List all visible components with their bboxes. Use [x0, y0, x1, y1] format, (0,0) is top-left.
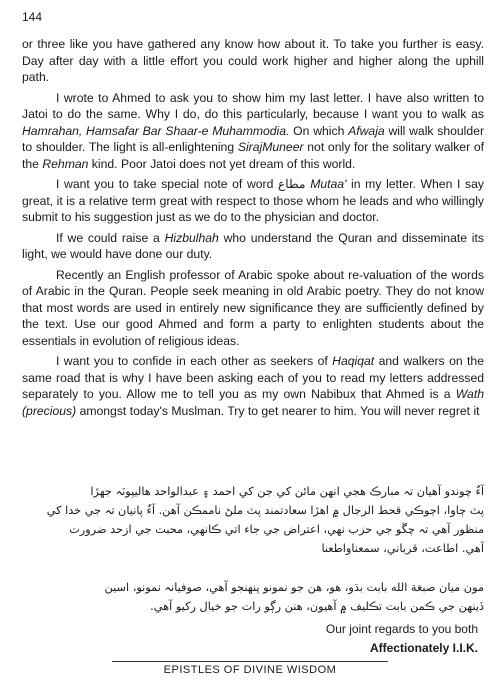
- italic-term: Afwaja: [348, 123, 385, 138]
- paragraph: [22, 230, 484, 263]
- sindhi-line: ڏينهن جي ڪمن بابت تڪليف ۾ آهيون، هنن رڳو رات جو خيال رکيو آهي.: [150, 600, 484, 613]
- sindhi-line: منظور آهي تہ چڱو جي حزب نهي، اعتراض جي جاء اتي ڪانهي، محبت جي ازحد ضرورت: [69, 523, 484, 536]
- paragraph: [22, 36, 484, 86]
- footer-title: EPISTLES OF DIVINE WISDOM: [163, 664, 337, 676]
- footer-rule: [112, 661, 388, 662]
- closing-line: Our joint regards to you both: [325, 622, 478, 636]
- paragraph: [22, 267, 484, 350]
- text-run: who understand the Quran and disseminate its light, we would have done our duty.: [22, 230, 484, 261]
- italic-term: Hamrahan, Hamsafar Bar Shaar-e Muhammodia.: [22, 123, 290, 138]
- text-run: I wrote to Ahmed to ask you to show him my last letter. I have also written to Jatoi to do the same. Why I do, do this particularly, because I want you to walk as: [22, 90, 484, 121]
- italic-term: SirajMuneer: [237, 140, 304, 154]
- sindhi-line: آءٌ چوندو آهيان تہ مبارڪ هجي انهن مائن کي جن کي احمد ۽ عبدالواحد هاليپوٽہ جهڙا: [90, 485, 484, 498]
- paragraph: [22, 176, 484, 226]
- sindhi-passage-2: [22, 578, 484, 616]
- signature: Affectionately I.I.K.: [369, 641, 478, 655]
- italic-term: Mutaa': [310, 177, 347, 191]
- text-run: I want you to take special note of word مطاع: [56, 177, 311, 191]
- text-run: and walkers on the same road that is why I have been asking each of you to read my letters addressed separately to you. Allow me to tell you as my own Nabibux that Ahmed is a: [22, 354, 484, 401]
- text-run: On which: [289, 123, 349, 138]
- italic-term: Hizbulhah: [164, 230, 219, 245]
- text-run: in my letter. When I say great, it is a relative term great with respect to those whom he leads and who willingly submit to his suggestion just as we do to the physician and doctor.: [22, 177, 485, 224]
- text-run: kind. Poor Jatoi does not yet dream of this world.: [88, 156, 356, 171]
- page-number: 144: [22, 10, 43, 24]
- italic-term: Haqiqat: [332, 354, 375, 368]
- text-run: not only for the solitary walker of the: [22, 140, 485, 171]
- text-run: Recently an English professor of Arabic spoke about re-valuation of the words of Arabic in the Quran. People seek meaning in old Arabic poetry. They do not know that most words are used in entirely new significance they are sufficiently defined by the text. Use our good Ahmed and form a party to enlighten students about the essentials in evolution of religious ideas.: [22, 267, 484, 348]
- paragraph: [22, 90, 484, 173]
- sindhi-line: مون ميان صبغة الله بابت بڌو، هو، هن جو نمونو پنهنجو آهي، صوفيانہ نمونو، اسين: [104, 581, 484, 594]
- sindhi-line: آهي. اطاعت، قرباني، سمعناواطعنا: [321, 542, 484, 555]
- text-run: amongst today's Muslman. Try to get nearer to him. You will never regret it: [76, 403, 480, 418]
- text-run: I want you to confide in each other as seekers of: [56, 354, 333, 368]
- text-run: or three like you have gathered any know how about it. To take you further is easy. Day after day with a little effort you could work higher and higher along the uphill path.: [22, 37, 484, 84]
- text-run: If we could raise a: [56, 230, 165, 245]
- sindhi-line: پٽ ڄاوا، اڄوڪي قحط الرجال ۾ اهڙا سعادتمند پٽ ملڻ ناممڪن آهن. آءٌ پانيان تہ جي خدا کي: [46, 504, 484, 517]
- italic-term: Wath (precious): [22, 387, 484, 418]
- text-run: will walk shoulder to shoulder. The light is all-enlightening: [22, 123, 485, 154]
- paragraph: [22, 353, 484, 419]
- italic-term: Rehman: [42, 156, 89, 171]
- letter-body: [22, 36, 484, 423]
- sindhi-passage-1: [22, 482, 484, 558]
